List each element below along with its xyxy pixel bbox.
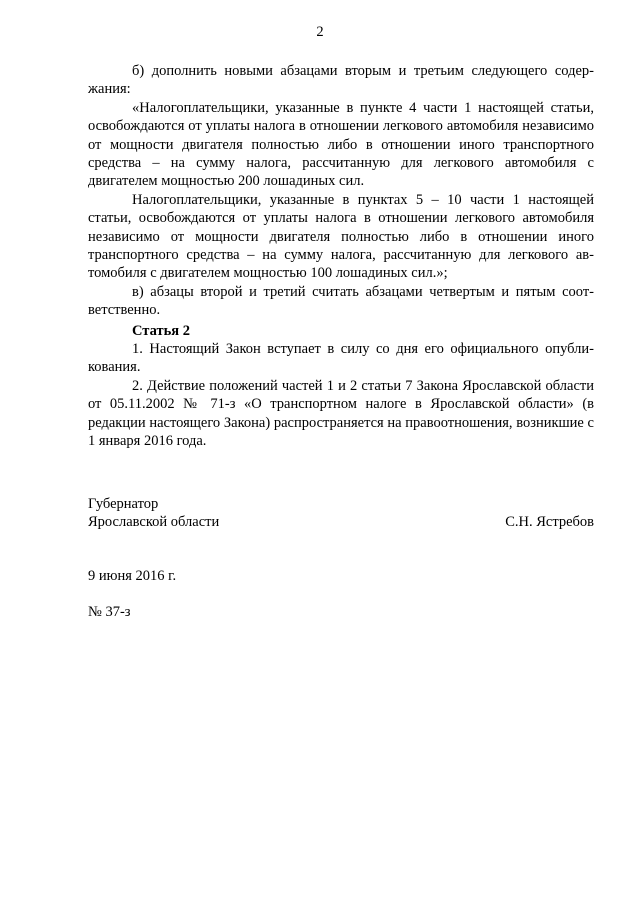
signing-date: 9 июня 2016 г. <box>88 568 177 584</box>
signature-row <box>88 513 594 531</box>
article-paragraph: 2. Действие положений частей 1 и 2 статьи 7 Закона Ярославской области от 05.11.2002 № 71-з «О транспортном налоге в Ярославской области» (в редакции настоящего Закона) распространяется на правоотношения, возникшие с 1 января 2016 года. <box>88 377 594 450</box>
article-title: Статья 2 <box>132 323 190 339</box>
signatory-name: С.Н. Ястребов <box>505 514 594 531</box>
signature-block <box>88 495 594 532</box>
law-number: № 37-з <box>88 604 131 620</box>
article-text <box>88 340 594 450</box>
amendment-paragraph: б) дополнить новыми абзацами вторым и третьим следующего содержания: <box>88 63 594 98</box>
signatory-position: Губернатор <box>88 496 159 512</box>
article-paragraph: 1. Настоящий Закон вступает в силу со дня его официального опубликования. <box>88 341 594 376</box>
signatory-region: Ярославской области <box>88 514 220 531</box>
amendment-text <box>88 62 594 320</box>
amendment-paragraph: Налогоплательщики, указанные в пунктах 5 – 10 части 1 настоящей статьи, освобождаются от уплаты налога в отношении легкового автомобиля независимо от мощности двигателя полностью либо в отношении иного транспортного средства – на сумму налога, рассчитанную для легкового автомобиля с двигателем мощностью 100 лошадиных сил.»; <box>88 191 594 282</box>
amendment-paragraph: в) абзацы второй и третий считать абзацами четвертым и пятым соответственно. <box>88 283 594 319</box>
amendment-paragraph: «Налогоплательщики, указанные в пункте 4 части 1 настоящей статьи, освобождаются от уплаты налога в отношении легкового автомобиля независимо от мощности двигателя полностью либо в отношении иного транспортного средства – на сумму налога, рассчитанную для легкового автомобиля с двигателем мощностью 200 лошадиных сил. <box>88 99 594 190</box>
page-number: 2 <box>316 24 324 40</box>
